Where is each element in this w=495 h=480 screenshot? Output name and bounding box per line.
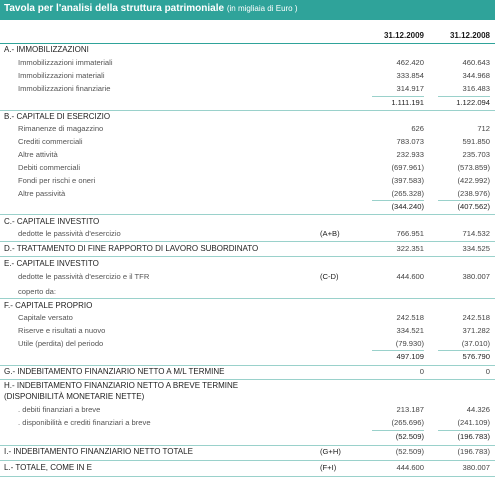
row-value-2008: (196.783) [457,432,490,441]
row-value-2009: 334.521 [396,326,424,335]
subtotal-line [372,96,424,97]
row-label: dedotte le passività d'esercizio [18,229,121,238]
subtotal-line [372,350,424,351]
row-value-2009: 462.420 [396,58,424,67]
row-label: A.- IMMOBILIZZAZIONI [4,45,89,54]
row-label: Capitale versato [18,313,73,322]
table-row [0,84,495,96]
row-label: coperto da: [18,287,56,296]
row-reference: (C-D) [320,272,339,281]
subtotal-line [438,430,490,431]
table-row [0,163,495,175]
table-row [0,259,495,271]
row-value-2008: 591.850 [462,137,490,146]
row-divider [0,256,495,257]
row-label: C.- CAPITALE INVESTITO [4,217,100,226]
row-label: E.- CAPITALE INVESTITO [4,259,99,268]
row-label: Fondi per rischi e oneri [18,176,96,185]
table-row [0,272,495,284]
row-value-2008: (37.010) [461,339,490,348]
table-row [0,137,495,149]
table-row [0,112,495,124]
row-reference: (F+I) [320,463,337,472]
row-value-2008: 1.122.094 [456,98,490,107]
row-label: Utile (perdita) del periodo [18,339,104,348]
row-value-2008: 344.968 [462,71,490,80]
row-value-2009: 0 [419,367,424,376]
column-header-2008: 31.12.2008 [449,31,490,40]
table-row [0,432,495,444]
row-value-2008: (407.562) [457,202,490,211]
row-label: . debiti finanziari a breve [18,405,101,414]
subtotal-line [438,200,490,201]
table-row [0,405,495,417]
table-row [0,326,495,338]
row-value-2008: 380.007 [462,463,490,472]
row-label: (DISPONIBILITÀ MONETARIE NETTE) [4,392,145,401]
table-row [0,447,495,459]
row-divider [0,476,495,477]
row-label: Rimanenze di magazzino [18,124,104,133]
row-value-2008: 316.483 [462,84,490,93]
table-row [0,392,495,404]
title-subtitle: (in migliaia di Euro ) [226,4,298,13]
row-label: Debiti commerciali [18,163,81,172]
row-value-2009: 322.351 [396,244,424,253]
row-value-2009: 444.600 [396,272,424,281]
row-value-2008: (422.992) [457,176,490,185]
row-label: G.- INDEBITAMENTO FINANZIARIO NETTO A M/L TERMINE [4,367,225,376]
row-label: Immobilizzazioni finanziarie [18,84,111,93]
row-value-2008: 0 [485,367,490,376]
table-row [0,176,495,188]
row-label: I.- INDEBITAMENTO FINANZIARIO NETTO TOTALE [4,447,193,456]
table-row [0,229,495,241]
row-value-2009: 766.951 [396,229,424,238]
table-row [0,98,495,110]
column-headers [0,31,495,41]
row-value-2008: 371.282 [462,326,490,335]
row-label: Altre attività [18,150,58,159]
row-value-2008: 242.518 [462,313,490,322]
row-label: H.- INDEBITAMENTO FINANZIARIO NETTO A BREVE TERMINE [4,381,239,390]
table-row [0,367,495,379]
row-reference: (G+H) [320,447,341,456]
row-value-2009: 626 [411,124,424,133]
row-value-2008: 44.326 [466,405,490,414]
row-value-2009: 444.600 [396,463,424,472]
row-divider [0,214,495,215]
table-row [0,202,495,214]
row-value-2009: (52.509) [395,447,424,456]
row-value-2008: 334.525 [462,244,490,253]
table-title [4,3,298,14]
table-row [0,463,495,475]
row-value-2008: (241.109) [457,418,490,427]
row-value-2009: (397.583) [391,176,424,185]
table-row [0,217,495,229]
row-label: Riserve e risultati a nuovo [18,326,106,335]
row-value-2009: (52.509) [395,432,424,441]
table-row [0,352,495,364]
row-label: Crediti commerciali [18,137,83,146]
row-label: Immobilizzazioni materiali [18,71,105,80]
row-value-2009: (697.961) [391,163,424,172]
subtotal-line [372,200,424,201]
row-divider [0,43,495,44]
row-value-2008: (196.783) [457,447,490,456]
title-text: Tavola per l'analisi della struttura patrimoniale [4,3,225,14]
row-value-2009: (79.930) [395,339,424,348]
row-value-2009: 242.518 [396,313,424,322]
row-value-2009: 232.933 [396,150,424,159]
row-value-2008: 712 [477,124,490,133]
row-value-2009: (265.328) [391,189,424,198]
row-value-2009: (265.696) [391,418,424,427]
table-row [0,71,495,83]
row-divider [0,241,495,242]
row-value-2009: 314.917 [396,84,424,93]
row-value-2008: 576.790 [462,352,490,361]
row-value-2009: 783.073 [396,137,424,146]
row-divider [0,445,495,446]
row-label: Immobilizzazioni immateriali [18,58,113,67]
row-divider [0,460,495,461]
table-row [0,150,495,162]
subtotal-line [438,350,490,351]
row-label: B.- CAPITALE DI ESERCIZIO [4,112,111,121]
table-row [0,244,495,256]
row-label: dedotte le passività d'esercizio e il TFR [18,272,150,281]
row-label: F.- CAPITALE PROPRIO [4,301,93,310]
row-value-2009: 1.111.191 [391,98,424,107]
table-row [0,313,495,325]
column-header-2009: 31.12.2009 [383,31,424,40]
row-value-2008: (238.976) [457,189,490,198]
table-row [0,45,495,57]
table-row [0,418,495,430]
row-value-2009: 333.854 [396,71,424,80]
table-row [0,58,495,70]
row-divider [0,110,495,111]
row-value-2009: 497.109 [396,352,424,361]
table-row [0,301,495,313]
subtotal-line [438,96,490,97]
row-label: . disponibilità e crediti finanziari a breve [18,418,151,427]
table-row [0,287,495,299]
row-label: D.- TRATTAMENTO DI FINE RAPPORTO DI LAVORO SUBORDINATO [4,244,259,253]
row-label: Altre passività [18,189,66,198]
subtotal-line [372,430,424,431]
row-value-2008: 714.532 [462,229,490,238]
row-divider [0,365,495,366]
row-reference: (A+B) [320,229,340,238]
row-value-2008: 235.703 [462,150,490,159]
row-value-2008: 380.007 [462,272,490,281]
table-header-bar [0,0,495,20]
row-value-2008: (573.859) [457,163,490,172]
row-divider [0,379,495,380]
row-value-2009: (344.240) [391,202,424,211]
row-value-2009: 213.187 [396,405,424,414]
row-label: L.- TOTALE, COME IN E [4,463,93,472]
row-value-2008: 460.643 [462,58,490,67]
table-row [0,124,495,136]
